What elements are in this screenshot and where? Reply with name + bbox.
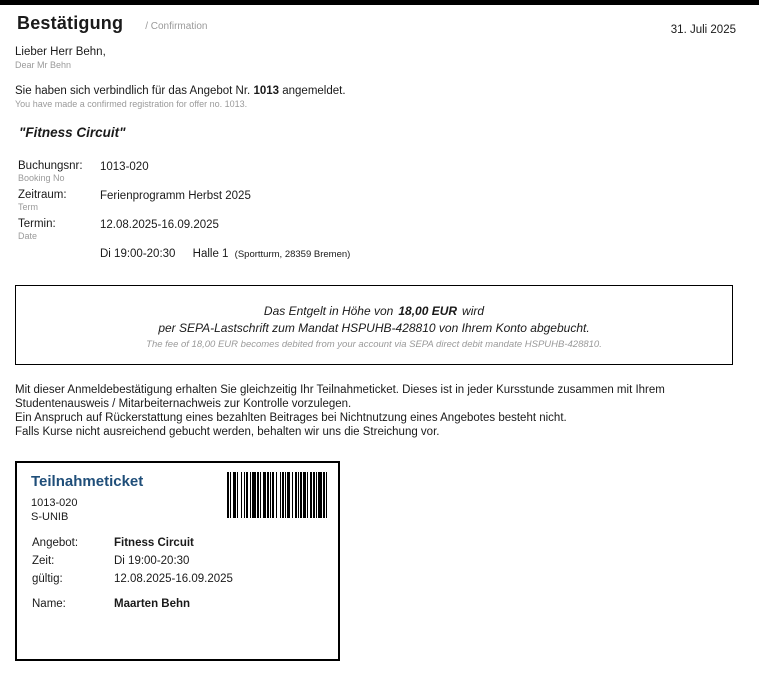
barcode (227, 472, 327, 518)
offer-number: 1013 (253, 85, 280, 97)
detail-value: 1013-020 (100, 161, 149, 173)
fee-line-en: The fee of 18,00 EUR becomes debited from your account via SEPA direct debit mandate HSPUHB-428810. (146, 339, 602, 350)
detail-row-booking-no (15, 160, 737, 183)
confirmation-document (0, 13, 759, 661)
page-subtitle: / Confirmation (145, 21, 208, 32)
booking-details (15, 160, 737, 270)
schedule-hall: Halle 1 (192, 248, 229, 260)
schedule-time: Di 19:00-20:30 (100, 248, 176, 260)
ticket-label: gültig: (32, 573, 63, 585)
note-cancellation: Falls Kurse nicht ausreichend gebucht werden, behalten wir uns die Streichung vor. (15, 426, 440, 438)
detail-label-en: Term (18, 202, 38, 212)
ticket-details (29, 537, 326, 610)
participation-ticket (15, 461, 340, 661)
fee-text-after: wird (462, 304, 485, 318)
ticket-title: Teilnahmeticket (31, 473, 144, 490)
detail-row-date (15, 218, 737, 241)
ticket-value: Fitness Circuit (114, 537, 194, 549)
ticket-value: 12.08.2025-16.09.2025 (114, 573, 233, 585)
intro-de (15, 85, 737, 97)
document-header (15, 13, 737, 34)
greeting (15, 46, 737, 70)
page-title: Bestätigung (17, 13, 124, 33)
ticket-row-valid (29, 573, 326, 585)
detail-label-en: Booking No (18, 173, 65, 183)
ticket-row-time (29, 555, 326, 567)
greeting-de: Lieber Herr Behn, (15, 46, 106, 58)
note-no-refund: Ein Anspruch auf Rückerstattung eines bezahlten Beitrages bei Nichtnutzung eines Angebotes besteht nicht. (15, 412, 567, 424)
ticket-value: Maarten Behn (114, 598, 191, 610)
course-title: "Fitness Circuit" (19, 125, 126, 140)
detail-value: Ferienprogramm Herbst 2025 (100, 190, 251, 202)
ticket-row-offer (29, 537, 326, 549)
detail-row-term (15, 189, 737, 212)
ticket-value: Di 19:00-20:30 (114, 555, 190, 567)
fee-box (15, 285, 733, 365)
ticket-label: Zeit: (32, 555, 55, 567)
intro-en: You have made a confirmed registration for offer no. 1013. (15, 99, 248, 109)
ticket-label: Name: (32, 598, 66, 610)
intro-text-after: angemeldet. (279, 85, 346, 97)
ticket-org: S-UNIB (31, 511, 69, 523)
detail-label-en: Date (18, 231, 38, 241)
fee-line-de-1 (26, 303, 722, 320)
detail-value: 12.08.2025-16.09.2025 (100, 219, 219, 231)
detail-label-de: Termin: (18, 218, 56, 230)
ticket-label: Angebot: (32, 537, 79, 549)
fee-line-de-2: per SEPA-Lastschrift zum Mandat HSPUHB-428810 von Ihrem Konto abgebucht. (158, 321, 590, 335)
fee-text-before: Das Entgelt in Höhe von (263, 304, 394, 318)
schedule-location-note: (Sportturm, 28359 Bremen) (234, 249, 351, 260)
intro (15, 85, 737, 109)
ticket-row-name (29, 598, 326, 610)
notes (15, 383, 752, 439)
top-border (0, 0, 759, 5)
intro-text-before: Sie haben sich verbindlich für das Angebot Nr. (15, 85, 254, 97)
document-date: 31. Juli 2025 (670, 24, 736, 36)
fee-amount: 18,00 EUR (398, 304, 458, 318)
detail-label-de: Buchungsnr: (18, 160, 83, 172)
detail-row-schedule (15, 247, 737, 270)
greeting-en: Dear Mr Behn (15, 60, 72, 70)
detail-label-de: Zeitraum: (18, 189, 67, 201)
ticket-code: 1013-020 (31, 497, 78, 509)
note-ticket-control: Mit dieser Anmeldebestätigung erhalten Sie gleichzeitig Ihr Teilnahmeticket. Dieses ist in jeder Kursstunde zusammen mit Ihrem Studentenausweis / Mitarbeiternachweis zur Kontrolle vorzulegen. (15, 384, 665, 410)
